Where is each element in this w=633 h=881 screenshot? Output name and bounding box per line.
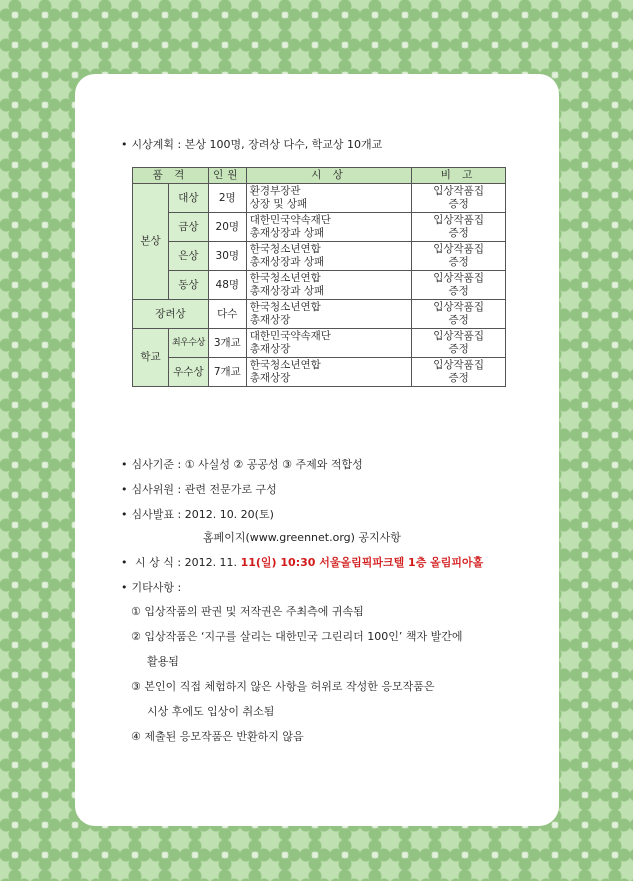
note-cell (412, 213, 506, 242)
header-grade: 품 격 (133, 168, 209, 184)
count-cell: 20명 (208, 213, 246, 242)
award-cell (246, 358, 411, 387)
note-line: 증정 (448, 372, 469, 384)
note-cell (412, 184, 506, 213)
judging-criteria: • 심사기준 : ① 사실성 ② 공공성 ③ 주제와 적합성 (121, 458, 363, 472)
award-cell (246, 213, 411, 242)
ceremony (121, 556, 483, 570)
count-cell: 7개교 (208, 358, 246, 387)
announcement-website: 홈페이지(www.greennet.org) 공지사항 (203, 531, 401, 544)
award-line: 총재상장과 상패 (249, 285, 325, 297)
award-cell (246, 184, 411, 213)
award-cell (246, 300, 411, 329)
award-line: 총재상장과 상패 (249, 256, 325, 268)
note-line: 입상작품집 (433, 359, 484, 371)
grade-cell: 최우수상 (168, 329, 208, 358)
table-row (133, 329, 506, 358)
award-line: 한국청소년연합 (249, 272, 321, 284)
grade-cell: 은상 (168, 242, 208, 271)
award-line: 상장 및 상패 (249, 198, 308, 210)
etc-item: ③ 본인이 직접 체험하지 않은 사항을 허위로 작성한 응모작품은 (131, 680, 435, 693)
award-line: 한국청소년연합 (249, 243, 321, 255)
count-cell: 30명 (208, 242, 246, 271)
group-school: 학교 (133, 329, 169, 387)
note-line: 증정 (448, 256, 469, 268)
note-line: 입상작품집 (433, 243, 484, 255)
note-line: 입상작품집 (433, 185, 484, 197)
announcement-date: • 심사발표 : 2012. 10. 20(토) (121, 508, 274, 522)
note-line: 입상작품집 (433, 301, 484, 313)
note-line: 증정 (448, 227, 469, 239)
etc-item: ② 입상작품은 ‘지구를 살리는 대한민국 그린리더 100인’ 책자 발간에 (131, 630, 463, 643)
note-cell (412, 300, 506, 329)
grade-cell: 대상 (168, 184, 208, 213)
award-cell (246, 271, 411, 300)
grade-cell: 금상 (168, 213, 208, 242)
table-row (133, 300, 506, 329)
etc-item: 시상 후에도 입상이 취소됨 (147, 705, 275, 718)
table-row (133, 358, 506, 387)
table-row (133, 213, 506, 242)
table-row (133, 271, 506, 300)
note-line: 증정 (448, 285, 469, 297)
table-header-row (133, 168, 506, 184)
grade-cell: 우수상 (168, 358, 208, 387)
note-line: 증정 (448, 343, 469, 355)
award-plan: • 시상계획 : 본상 100명, 장려상 다수, 학교상 10개교 (121, 138, 382, 152)
award-line: 대한민국약속재단 (249, 214, 331, 226)
award-cell (246, 329, 411, 358)
awards-table (132, 167, 506, 387)
award-line: 한국청소년연합 (249, 359, 321, 371)
count-cell: 2명 (208, 184, 246, 213)
grade-cell: 장려상 (133, 300, 209, 329)
ceremony-label: 시 상 식 : 2012. 11. (135, 556, 241, 569)
note-line: 입상작품집 (433, 272, 484, 284)
award-cell (246, 242, 411, 271)
note-cell (412, 271, 506, 300)
document-page (75, 74, 559, 826)
note-cell (412, 329, 506, 358)
etc-item: ④ 제출된 응모작품은 반환하지 않음 (131, 730, 304, 743)
header-award: 시 상 (246, 168, 411, 184)
note-cell (412, 242, 506, 271)
award-line: 환경부장관 (249, 185, 301, 197)
etc-item: 활용됨 (147, 655, 179, 668)
note-line: 입상작품집 (433, 330, 484, 342)
note-cell (412, 358, 506, 387)
award-line: 총재상장 (249, 343, 291, 355)
count-cell: 3개교 (208, 329, 246, 358)
award-line: 총재상장 (249, 372, 291, 384)
count-cell: 48명 (208, 271, 246, 300)
award-line: 총재상장과 상패 (249, 227, 325, 239)
table-row (133, 242, 506, 271)
etc-label: • 기타사항 : (121, 581, 181, 595)
judges: • 심사위원 : 관련 전문가로 구성 (121, 483, 277, 497)
award-line: 총재상장 (249, 314, 291, 326)
header-note: 비 고 (412, 168, 506, 184)
grade-cell: 동상 (168, 271, 208, 300)
award-line: 대한민국약속재단 (249, 330, 331, 342)
count-cell: 다수 (208, 300, 246, 329)
note-line: 입상작품집 (433, 214, 484, 226)
award-line: 한국청소년연합 (249, 301, 321, 313)
table-row (133, 184, 506, 213)
ceremony-highlight: 11(일) 10:30 서울올림픽파크텔 1층 올림피아홀 (240, 556, 484, 569)
group-main: 본상 (133, 184, 169, 300)
note-line: 증정 (448, 314, 469, 326)
etc-item: ① 입상작품의 판권 및 저작권은 주최측에 귀속됨 (131, 605, 364, 618)
note-line: 증정 (448, 198, 469, 210)
header-count: 인원 (208, 168, 246, 184)
